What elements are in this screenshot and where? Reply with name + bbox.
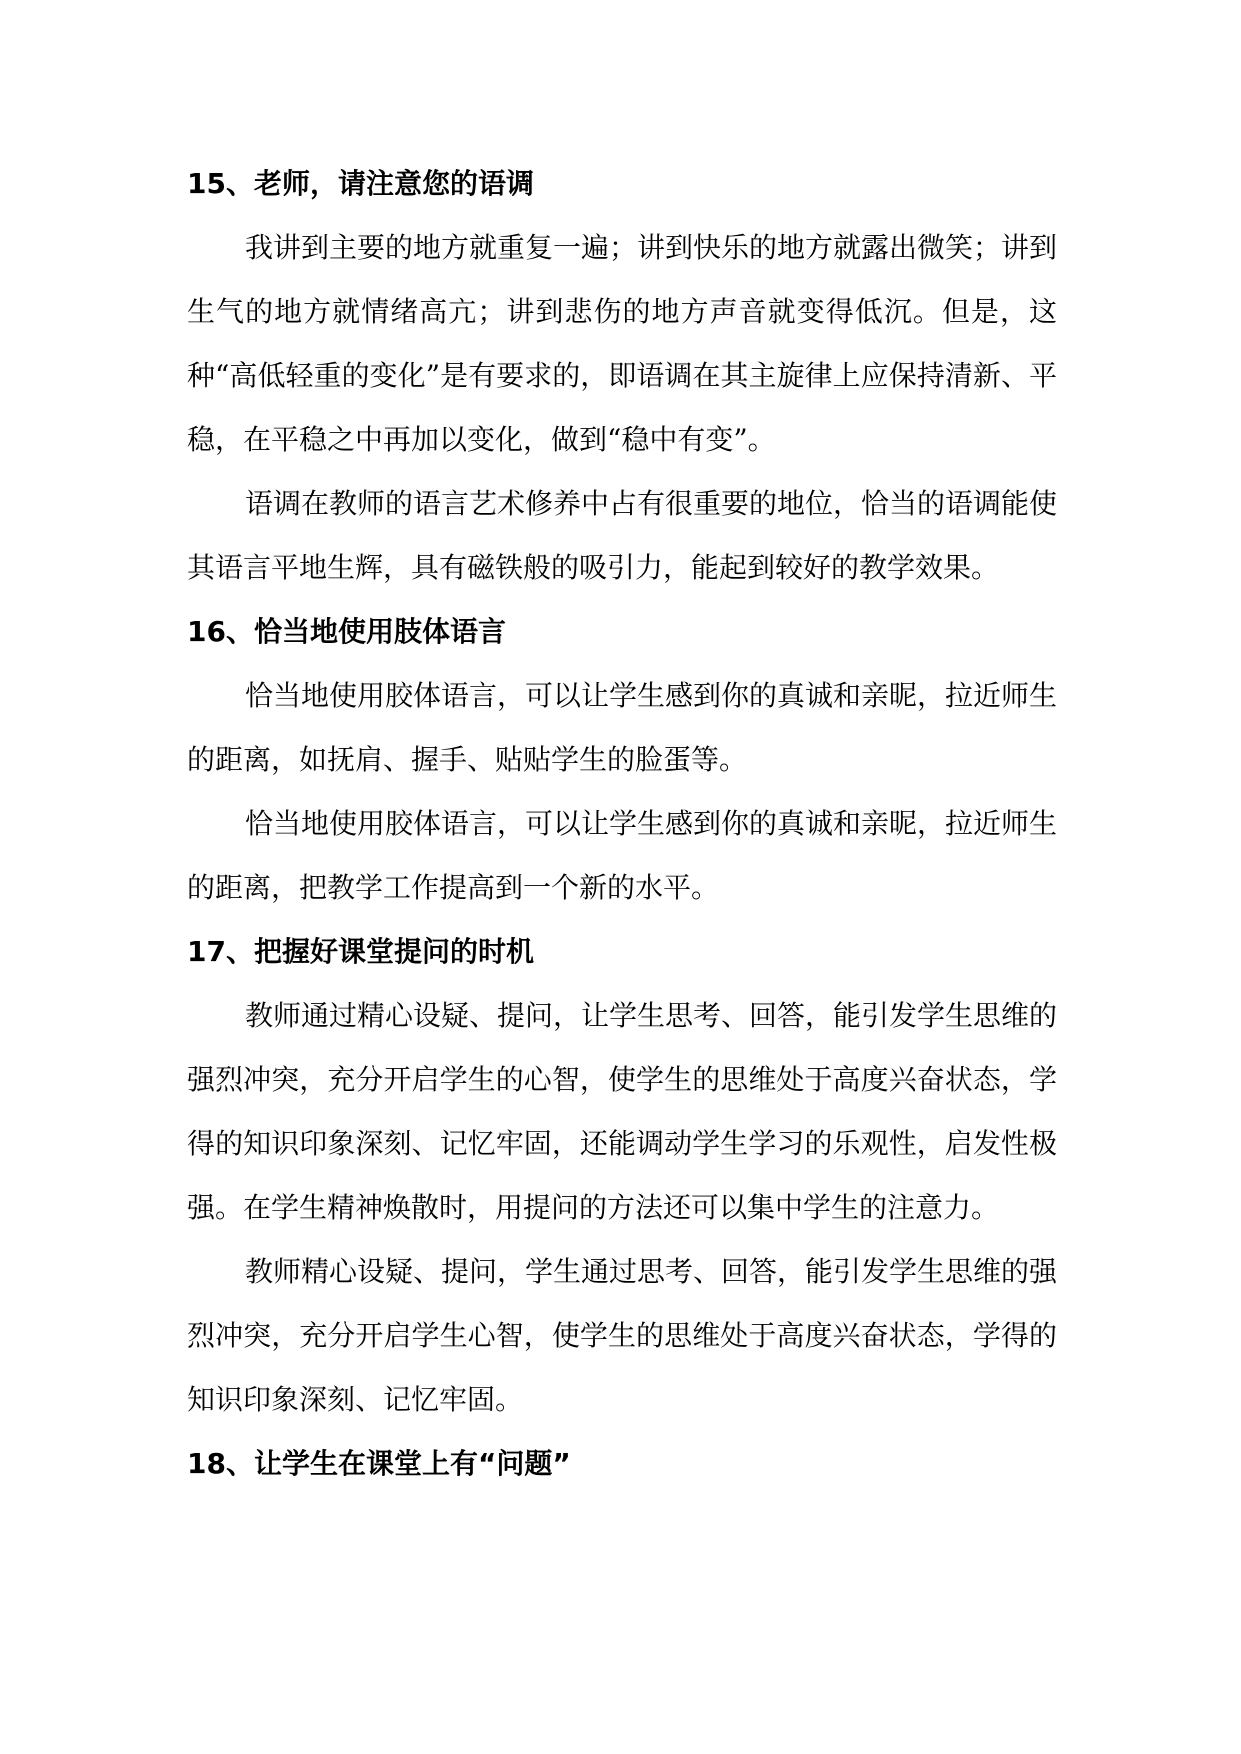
- section-heading-17: 17、把握好课堂提问的时机: [187, 935, 534, 968]
- paragraph-16-1: 恰当地使用胶体语言，可以让学生感到你的真诚和亲昵，拉近师生的距离，如抚肩、握手、贴贴学生的脸蛋等。: [187, 679, 1058, 776]
- section-heading-16: 16、恰当地使用肢体语言: [187, 615, 506, 648]
- document-page: [187, 152, 1057, 1496]
- paragraph-15-2: 语调在教师的语言艺术修养中占有很重要的地位，恰当的语调能使其语言平地生辉，具有磁铁般的吸引力，能起到较好的教学效果。: [187, 487, 1058, 584]
- paragraph-15-1: 我讲到主要的地方就重复一遍；讲到快乐的地方就露出微笑；讲到生气的地方就情绪高亢；讲到悲伤的地方声音就变得低沉。但是，这种“高低轻重的变化”是有要求的，即语调在其主旋律上应保持清新、平稳，在平稳之中再加以变化，做到“稳中有变”。: [187, 231, 1058, 456]
- section-heading-15: 15、老师，请注意您的语调: [187, 167, 534, 200]
- section-heading-18: 18、让学生在课堂上有“问题”: [187, 1447, 571, 1480]
- paragraph-16-2: 恰当地使用胶体语言，可以让学生感到你的真诚和亲昵，拉近师生的距离，把教学工作提高到一个新的水平。: [187, 807, 1058, 904]
- paragraph-17-1: 教师通过精心设疑、提问，让学生思考、回答，能引发学生思维的强烈冲突，充分开启学生的心智，使学生的思维处于高度兴奋状态，学得的知识印象深刻、记忆牢固，还能调动学生学习的乐观性，启发性极强。在学生精神焕散时，用提问的方法还可以集中学生的注意力。: [187, 999, 1058, 1224]
- paragraph-17-2: 教师精心设疑、提问，学生通过思考、回答，能引发学生思维的强烈冲突，充分开启学生心智，使学生的思维处于高度兴奋状态，学得的知识印象深刻、记忆牢固。: [187, 1255, 1058, 1416]
